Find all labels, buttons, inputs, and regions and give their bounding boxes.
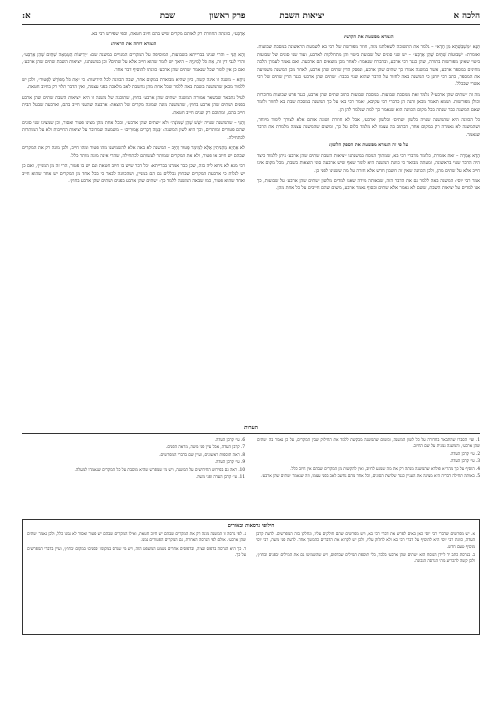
text-paragraph: וְתַנֵּי – שהמשנה שנויה ״שֵׁשׁ שֶׁהֵן שְׁמוֹנֶה״ ולא ״שתים שהן ארבע״, ובכל אחת מהן מצינו פטור ואסור, וכן שמצינו שני סוגים שהם פטורים ומותרים, וכך היא לשון המשנה: ׳בַּמֶּה דְּבָרִים אֲמוּרִים׳ – משמעה שמדובר על יציאות החייבות ולא על המותרות לכתחילה. xyxy=(22,121,245,141)
text-paragraph: על פי זה הגמרא מפשטת את הספק הלשון: xyxy=(328,143,409,149)
variants-columns xyxy=(27,531,475,566)
left-column xyxy=(22,31,245,411)
footnotes-title: הערות xyxy=(244,425,258,431)
variants-box xyxy=(22,519,480,635)
footnote: 6. עי׳ קרבן העדה. xyxy=(214,437,245,442)
header-titles xyxy=(160,10,325,21)
footnotes-right-column xyxy=(257,437,480,511)
footnote: 3. עי׳ קרבן העדה. xyxy=(449,458,480,464)
chapter-name: יציאות השבת xyxy=(279,11,325,21)
variant-note: א. יש מפרשים שדברי רבי יוסי כאן באים לפרש את דברי רבי בא, ויש מפרשים שהם חולקים עליו, ונחלקו בזה המפרשים. לדעת קרבן העדה, כוונת רבי יוסי היא להוסיף על דברי רבי בא ולא לחלוק עליו, ולכן יש לקרוא את הדברים כהמשך אחד. לדעת פני משה, רבי יוסי מוסיף טעם חדש. xyxy=(256,531,475,549)
text-paragraph: תַּנָּא ״מְשַׁבְּשְׁתָּא מִן חָדָא״ – גלמד את התשובה לשאלתנו מזה, חוזר מפורשת של רבי בא לשמעת הראשונה במסכת שבועות. ואומרת: ״שְׁבוּעוֹת שְׁתַּיִם שֶׁהֵן אַרְבַּע״ – יש שני סוגים של שבועת ביטוי והן מתחלקות לארבע, ועוד שני סוגים של שבועות ביטוי שאינן מפורשות בתורה, שהן כנגד רבי ארבע, ובהכרח שנאמר: לאחר מכן מוצאים הם ארבעה. ואם נאמר לעמרן הלכה מחינים במספר ארבע, אשר במשנה אמרו כך שתים שהן ארבע, ונפסק הדין שתים שהן ארבע, לאחר מכן המשנה משמיעה את המספר, כתב רבי יוחנן כי המשנה באה לחזור על הדבר שהוא שנוי בכבר: ׳שתים שהן ארבע׳ כנגד הדין שתים של רבי אשרי שבכלל. xyxy=(257,45,480,88)
footnote: 7. קרבן העדה, אבל עיין פני משה, מראה הפנים. xyxy=(166,444,245,450)
text-paragraph: וְהָא תַּנֵּי – והרי שנינו בברייתא בשבועות, המוסיפה על המקרים המנויים במשנה שם: ״יְדִיעוֹת הַטֻּמְאָה שְׁתַּיִם שֶׁהֵן אַרְבַּע״, והרי לגבי דין זה, אֵת כֹּל לָמִינְיָהּ – היאך יש לומר שהוא חייב אלא על שתים? וכן במשנתנו, ׳יציאות השבת שתים שהן ארבע׳, ואם כן אין לומר שכל שנאמר ׳שתים שהן ארבע׳ כוונתו להוסיף דבר אחד. xyxy=(22,52,245,73)
text-paragraph: כל הכוונה היא שהמשנה שנויה בלשון ׳שתים׳ ובלשון ׳ארבע׳, אבל לא חוזרת ושונה אותם אלא לצורך לימוד מיוחד, ושהמשנה לא נאמרה רק במקום אחד, הכתוב בה עצמו לא מלמד כלום על כך, ומשום שהמשנה עצמה מלמדת את הדבר שנאמר. xyxy=(257,118,480,138)
variants-box-title: חילופי גרסאות ובאורים xyxy=(227,523,275,529)
perek-name: פרק ראשון xyxy=(209,11,246,21)
text-paragraph: לעיל נתבאר שבשאר אמורה המשנה ׳שתים שהן ארבע׳ בחוץ, שתוכנה של משנה זו היא ׳יציאות השבת שתים שהן ארבע בפנים ושתים שהן ארבע בחוץ׳, שהמשנה מונה שמונה מקרים של הוצאה: ארבעה שהעני חייב בהם, וארבעה שבעל הבית חייב בהם, ומתוכם רק שנים חייב חטאת. xyxy=(22,95,245,116)
right-column xyxy=(257,31,480,411)
text-paragraph: רבי מנא לא ניחא ליה בזה, שכן כבר אמרנו בברייתא: ׳כל דבר שיש בו חיוב חטאת וגם יש בו פטור, הרי זה מן המניין׳, ואם כן יש לגלות כי ארבעת המקרים שבחוץ נכללים גם הם במניין, ושהכוונה לבאר כי בכל אחד מן המקרים יש אחד שהוא חייב ואחד שהוא פטור, כמו שבאה המשנה ללמד כך: ׳שתים שהן ארבע בפנים ושתים שהן ארבע בחוץ׳. xyxy=(22,164,245,184)
footnote: 2. עי׳ קרבן העדה. xyxy=(449,450,480,456)
footnotes-left-column xyxy=(22,437,245,511)
footnote: 8. ראה תוספות ראשונים, ועיין שם בדברי המפרשים. xyxy=(159,451,245,457)
footnotes-divider xyxy=(22,433,480,434)
footnotes xyxy=(22,437,480,511)
text-paragraph: אַרְבַּע״, כוונתה החוזרת רק לאותם מקרים שיש בהם חיוב חטאת, וכפי שפירש רבי בא. xyxy=(90,32,245,37)
page-header xyxy=(22,6,480,25)
text-paragraph: הָדָא אָמְרָה – זאת אומרת, כלומר מדברי רבי בא, שמתוך הנוסח במשנתנו ׳יציאות השבת שתים שהן ארבע׳ ניתן ללמוד כיצד היה הדבר שנוי בראשונה, ומעתה מבואר כי כוונת המשנה היא לומר שאף שיש ארבעה סוגי הוצאות בשבת, מכל מקום אינו חייב אלא על שתים מהן, ולכן הכוונה שאין זה חשבון חדש אלא חזרה על מה ששנינו לפני כן. xyxy=(257,153,480,174)
page-number: א: xyxy=(22,11,31,21)
variant-note: ב. בגרסת כתב יד ליידן הנוסח הוא ׳שתים שהן ארבע׳ בלבד, בלי תוספת המילים שבדפוס, ויש שהשמיטו גם את המילים ׳בפנים ובחוץ׳, ולכן קשה להכריע מהי הגרסה הנכונה. xyxy=(256,551,475,564)
footnote: 5. באותה תחילה דבריה היא מציגה את העניין כנגד שלושת הסוגים, וכל אחד מהם נחשב לאב בפני עצמו, וזה שנאמר ׳שתים שהן ארבע׳. xyxy=(260,473,480,479)
variants-right-column xyxy=(256,531,475,566)
footnote: 1. ועי׳ הסברו שהתבאר בחדורה על כל לשון המשנה, ומשום שהמשנה מבקשת ללמד את החילוק שבין המקרים, על כן נאמר בה ׳שתים שהן ארבע׳, והמשנה נמנית על שם החיוב. xyxy=(257,437,480,449)
text-paragraph: מה זה ״שתים שהן ארבע״? נלמד זאת ממסכת שבועות. במסכת שבועות כתוב שתים שהן ארבע, כנגד פרט שבועות מדוברות וכולן מפורשות. ושמא תאמר מכאן והנה הן כדברי רבי עקיבא, ׳אמר רבי בא׳ על כך המשנה במסכת שבת בא לחזור ולומר שאם המשנה כבר שנתה בכל מקום הכוונה הוא שנאמר כך למה שנלמד להן הן. xyxy=(257,92,480,113)
text-paragraph: הגמרא מפשטת את הקושי: xyxy=(343,35,394,40)
text-paragraph: לֹא אַתְיָא מַתְנִיתִין אֶלָּא לְמֵימַר פָּטוּר וְחַיָּב – המשנה לא באה אלא להשמיענו מהו פטור ומהו חייב, ולכן מונה רק את המקרים שבהם יש חיוב או פטור, ולא את המקרים שמותר לעשותם לכתחילה, שהרי אינה מונה מותר כלל. xyxy=(22,146,245,159)
footnote: 11. עי׳ קרבן העדה ופני משה. xyxy=(195,474,245,480)
text-paragraph: אמר רבי יוסי: המשנה באה ללמד גם את הדבר הזה, שבאותה מידה שאנו למדים מלשון ׳שתים שהן ארבע׳ על שבועות, כך אנו למדים על יציאות השבת, ששם לא נאמר אלא שתים ובסוף נאמר ארבע, משום שהם חייבים על כל אחת מהן. xyxy=(257,178,480,192)
footnote: 10. ראה גם בפירוש החידושים על המשנה, ויש מי שמפרש שהיא מוסבת על כל המקרים שנאמרו למעלה. xyxy=(74,466,245,472)
main-text xyxy=(22,31,480,411)
text-paragraph: נִיחָא – משנה זו אינה קשה, כיון שהיא מבוארת במקום אחר, שבה הכוונה לכל הידיעות: כי ״אֵת כֹּל מְפוֹרָשׁ לְפָטוּר״, ולכן יש ללמוד מכאן שהמשנה בשבת באה ללמד שכל אחת מהן נחשבת לאב מלאכה בפני עצמה, ואין הדבר תלוי רק בחיוב חטאת. xyxy=(22,78,245,91)
variant-note: ד. כך היא הגרסה בדפוס ונציה, ובדפוסים אחרים נשמט המשפט הזה, ויש מי שגרס במקומו ׳בפנים׳ במקום ׳בחוץ׳, ועיין בדברי המפרשים על כך. xyxy=(27,545,246,557)
masechet-name: שבת xyxy=(159,11,176,21)
variants-left-column xyxy=(27,531,246,566)
variant-note: ג. לפי גרסה זו המשנה מונה רק את המקרים שבהם יש חיוב חטאת, ואילו המקרים שבהם יש פטור ואסור לא נמנו כלל, ולכן נאמר ׳שתים שהן ארבע׳. אולם לפי הגרסה האחרת, גם המקרים הפטורים נמנו. xyxy=(27,531,246,543)
text-paragraph: הגמרא דוחה את הראיה: xyxy=(110,42,157,48)
footnote: 9. עי׳ קרבן העדה. xyxy=(214,459,245,465)
footnote: 4. הוסיף על כך מהר״א פולדא שהמשנה מנתה רק את מה שנוגע לחיוב, ואין להקשות מן המקרים שבהם אין חיוב כלל. xyxy=(290,465,480,471)
halacha-label: הלכה א xyxy=(453,11,480,21)
